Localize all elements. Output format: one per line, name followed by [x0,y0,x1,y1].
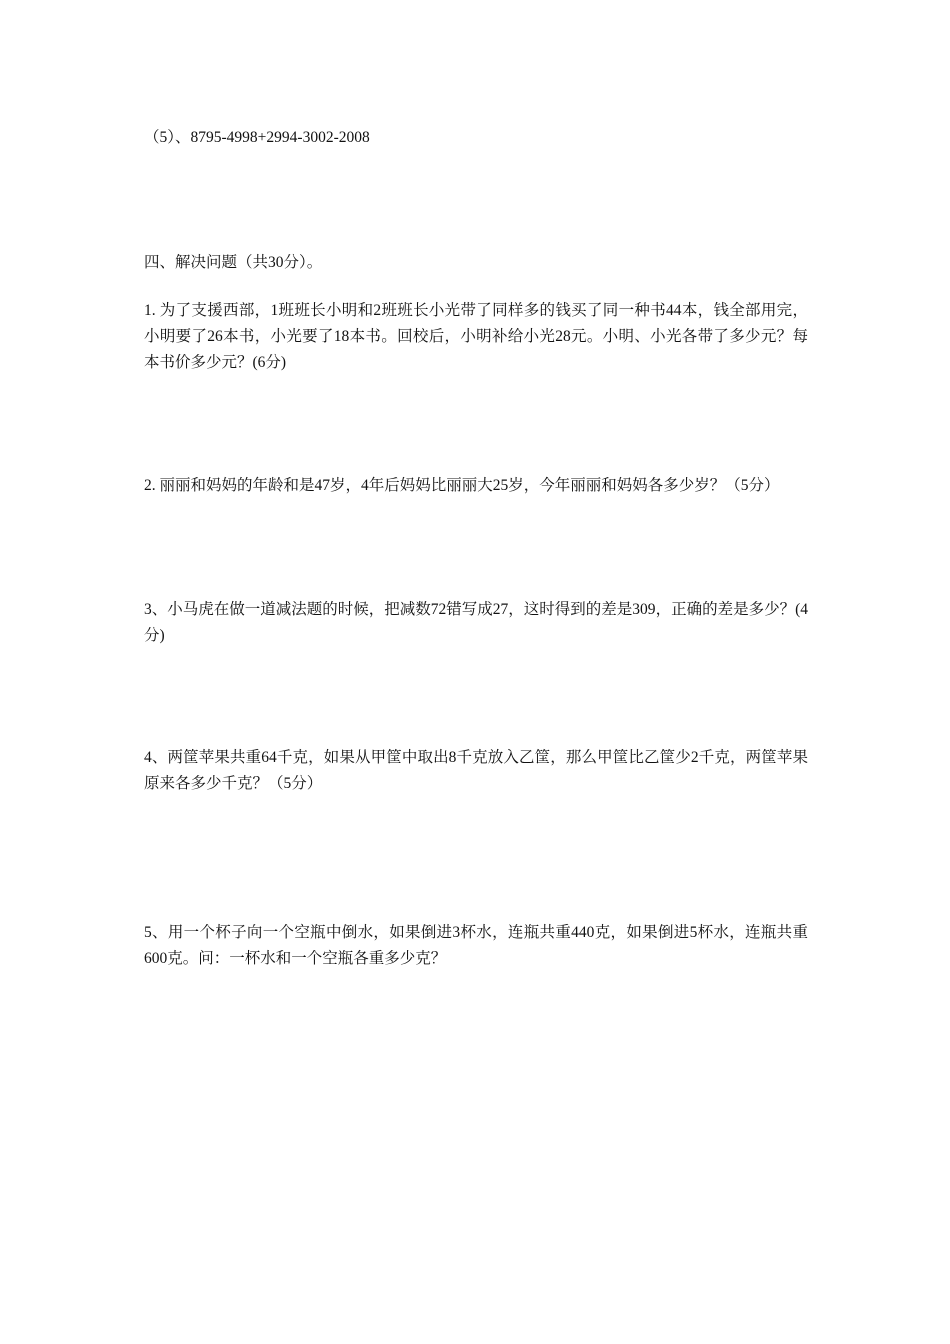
calc-item-5: （5）、8795-4998+2994-3002-2008 [144,129,370,146]
problem-3: 3、小马虎在做一道减法题的时候，把减数72错写成27，这时得到的差是309，正确的差是多少？(4分) [144,601,808,644]
problem-4: 4、两筐苹果共重64千克，如果从甲筐中取出8千克放入乙筐，那么甲筐比乙筐少2千克，两筐苹果原来各多少千克？（5分） [144,749,808,792]
problem-2: 2. 丽丽和妈妈的年龄和是47岁，4年后妈妈比丽丽大25岁，今年丽丽和妈妈各多少岁？（5分） [144,477,780,494]
section-heading: 四、解决问题（共30分）。 [144,254,323,271]
problem-1: 1. 为了支援西部，1班班长小明和2班班长小光带了同样多的钱买了同一种书44本，钱全部用完，小明要了26本书，小光要了18本书。回校后，小明补给小光28元。小明、小光各带了多少元？每本书价多少元？(6分) [144,302,808,371]
problem-5: 5、用一个杯子向一个空瓶中倒水，如果倒进3杯水，连瓶共重440克，如果倒进5杯水，连瓶共重600克。问：一杯水和一个空瓶各重多少克？ [144,924,808,967]
